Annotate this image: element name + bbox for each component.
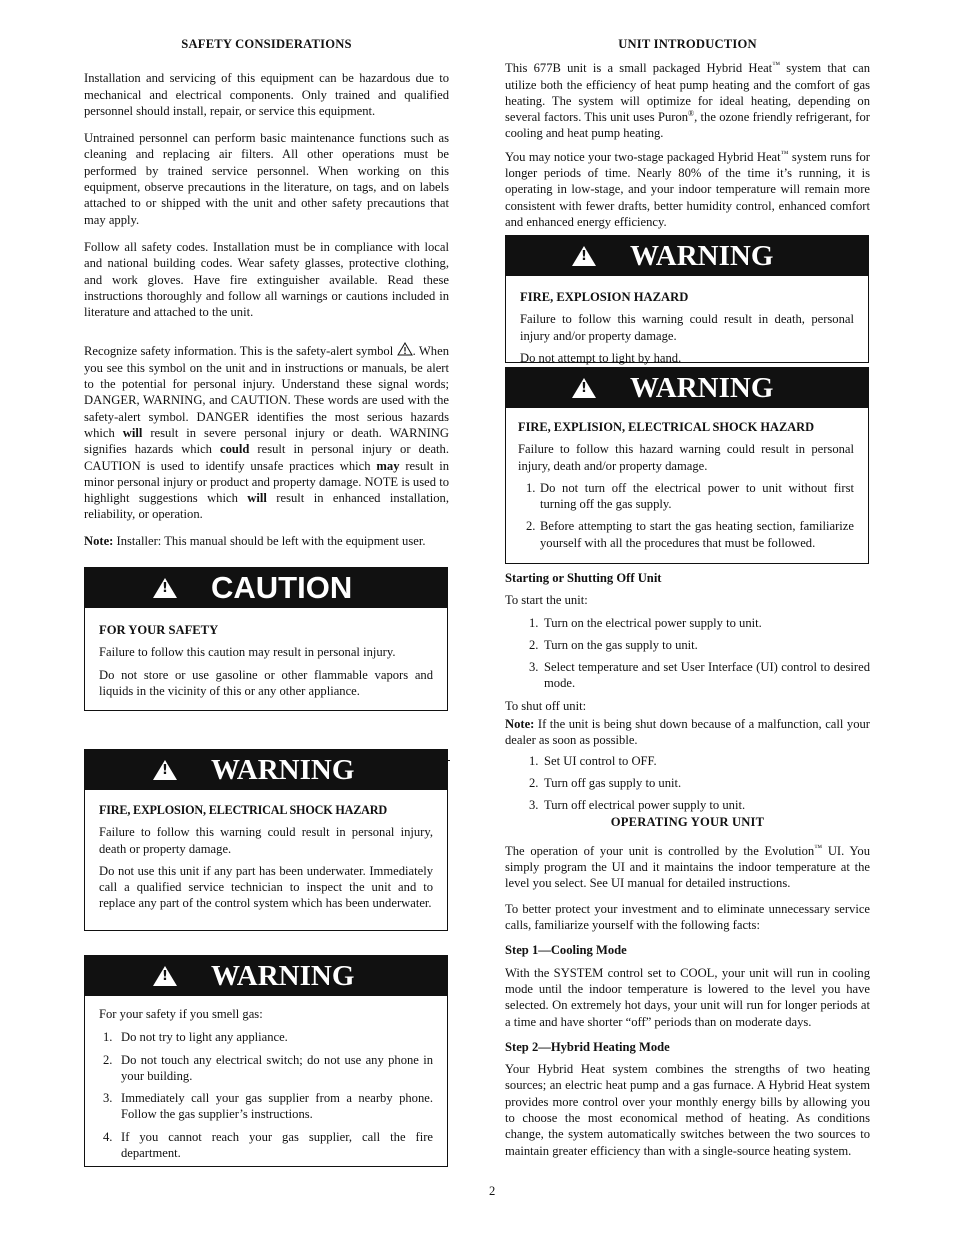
warning-banner [506, 368, 868, 408]
right-column-top [505, 36, 870, 239]
gas-safety-list [99, 1029, 433, 1161]
warning-title: WARNING [211, 959, 355, 992]
warning-title: WARNING [630, 371, 774, 404]
caution-banner [85, 568, 447, 608]
warning-text: Do not attempt to light by hand. [520, 350, 682, 365]
hazard-title: FIRE, EXPLOSION HAZARD [520, 290, 689, 304]
warning-title: WARNING [211, 753, 355, 786]
paragraph: Your Hybrid Heat system combines the strengths of two heating sources; an electric heat pump and a gas furnace. A Hybrid Heat system provides more control over your monthly energy bills by allowing you to choose the most economical method of heating. As conditions change, the system automatically switches between the two sources to maintain greater efficiency than with a single‐source heating system. [505, 1062, 870, 1158]
warning-intro: For your safety if you smell gas: [99, 1007, 263, 1021]
list-item: 1. Do not turn off the electrical power to unit without first turning off the gas supply. [526, 480, 854, 512]
paragraph: You may notice your two‐stage packaged Hybrid Heat™ system runs for longer periods of time. Nearly 80% of the time it’s running, it is operating in low‐stage, and your indoor temperature will remain more consistent with fewer drafts, better humidity control, enhanced comfort and enhanced energy efficiency. [505, 148, 870, 229]
step1-heading: Step 1—Cooling Mode [505, 943, 627, 958]
list-item: 2. Do not touch any electrical switch; do not use any phone in your building. [103, 1052, 433, 1083]
warning-banner [85, 750, 447, 790]
right-column-bottom [505, 570, 870, 1168]
hazard-title: FIRE, EXPLOSION, ELECTRICAL SHOCK HAZARD [99, 803, 387, 817]
warning-banner [85, 956, 447, 996]
list-item: 3. Immediately call your gas supplier from a nearby phone. Follow the gas supplier’s instructions. [103, 1091, 433, 1122]
paragraph: Untrained personnel can perform basic maintenance functions such as cleaning and replacing air filters. All other operations must be performed by trained service personnel. When working on this equipment, observe precautions in the literature, on tags, and on labels attached to or shipped with the unit and other safety precautions that may apply. [84, 131, 449, 227]
warning-title: WARNING [630, 239, 774, 272]
safety-alert-paragraph: Recognize safety information. This is the safety‐alert symbol . When you see this symbol on the unit and in instructions or manuals, be alert to the potential for personal injury. Understand these signal words; DANGER, WARNING, and CAUTION. These words are used with the safety‐alert symbol. DANGER identifies the most serious hazards which will result in severe personal injury or death. WARNING signifies hazards which could result in personal injury or death. CAUTION is used to identify unsafe practices which may result in minor personal injury or product and property damage. NOTE is used to highlight suggestions which will result in enhanced installation, reliability, or operation. [84, 344, 450, 522]
hazard-title: FOR YOUR SAFETY [99, 623, 219, 637]
start-steps-list [505, 615, 870, 692]
caution-box [84, 567, 448, 711]
left-column [84, 36, 449, 558]
operating-heading: OPERATING YOUR UNIT [610, 814, 765, 829]
shut-steps-list [505, 753, 870, 814]
page-number: 2 [489, 1184, 496, 1198]
unit-introduction-heading: UNIT INTRODUCTION [618, 37, 757, 51]
list-item: 1. Turn on the electrical power supply to unit. [529, 615, 762, 630]
hazard-title: FIRE, EXPLISION, ELECTRICAL SHOCK HAZARD [518, 420, 815, 434]
warning-text: Failure to follow this hazard warning could result in personal injury, death and/or property damage. [518, 442, 854, 473]
paragraph: Follow all safety codes. Installation must be in compliance with local and national building codes. Wear safety glasses, protective clothing, and work gloves. Have fire extinguisher available. Read these instructions thoroughly and follow all warnings or cautions included in literature and attached to the unit. [84, 239, 449, 320]
paragraph: The operation of your unit is controlled by the Evolution™ UI. You simply program the UI and it maintains the indoor temperature at the level you select. See UI manual for detailed instructions. [505, 842, 870, 891]
shut-note: Note: If the unit is being shut down because of a malfunction, call your dealer as soon as possible. [505, 717, 870, 748]
installer-note: Note: Installer: This manual should be left with the equipment user. [84, 533, 426, 548]
warning-triangle-icon [153, 966, 177, 986]
list-item: 3. Turn off electrical power supply to unit. [529, 798, 746, 813]
list-item: 2. Turn off gas supply to unit. [529, 775, 682, 790]
list-item: 1. Set UI control to OFF. [529, 753, 657, 768]
list-item: 1. Do not try to light any appliance. [103, 1030, 288, 1045]
warning-triangle-icon [572, 378, 596, 398]
list-item: 2. Turn on the gas supply to unit. [529, 637, 698, 652]
warning-list [518, 480, 854, 551]
warning-box-electrical [84, 749, 448, 931]
safety-considerations-heading: SAFETY CONSIDERATIONS [181, 37, 352, 51]
paragraph: This 677B unit is a small packaged Hybrid Heat™ system that can utilize both the efficiency of heat pump heating and the comfort of gas heating. The system will optimize for ideal heating, depending on several factors. This unit uses Puron®, the ozone friendly refrigerant, for cooling and heat pump heating. [505, 60, 870, 141]
warning-triangle-icon [572, 246, 596, 266]
warning-box-shock [505, 367, 869, 564]
warning-banner [506, 236, 868, 276]
list-item: 2. Before attempting to start the gas heating section, familiarize yourself with all the procedures that must be followed. [526, 519, 854, 550]
warning-text: Failure to follow this warning could result in death, personal injury and/or property damage. [520, 312, 854, 343]
caution-title: CAUTION [211, 569, 353, 605]
warning-box-gas-smell [84, 955, 448, 1167]
paragraph: To better protect your investment and to eliminate unnecessary service calls, familiarize yourself with the following facts: [505, 901, 870, 933]
step2-heading: Step 2—Hybrid Heating Mode [505, 1039, 670, 1054]
starting-heading: Starting or Shutting Off Unit [505, 571, 662, 585]
caution-text: Failure to follow this caution may result in personal injury. [99, 645, 396, 660]
warning-text: Do not use this unit if any part has been underwater. Immediately call a qualified service technician to inspect the unit and to replace any part of the control system which has been underwater. [99, 863, 433, 911]
list-item: 3. Select temperature and set User Interface (UI) control to desired mode. [529, 660, 870, 691]
start-intro: To start the unit: [505, 593, 588, 608]
paragraph: Installation and servicing of this equipment can be hazardous due to mechanical and electrical components. Only trained and qualified personnel should install, repair, or service this equipment. [84, 71, 449, 118]
paragraph: With the SYSTEM control set to COOL, your unit will run in cooling mode until the indoor temperature is lowered to the level you have selected. On extremely hot days, your unit will run for longer periods at a time and have shorter “off” periods than on moderate days. [505, 965, 870, 1029]
warning-triangle-icon [153, 760, 177, 780]
safety-alert-icon [397, 342, 413, 356]
warning-box-explosion [505, 235, 869, 363]
shut-intro: To shut off unit: [505, 698, 587, 713]
list-item: 4. If you cannot reach your gas supplier, call the fire department. [103, 1129, 433, 1161]
warning-text: Failure to follow this warning could result in personal injury, death or property damage. [99, 825, 433, 856]
caution-text: Do not store or use gasoline or other flammable vapors and liquids in the vicinity of this or any other appliance. [99, 667, 433, 698]
warning-triangle-icon [153, 578, 177, 598]
